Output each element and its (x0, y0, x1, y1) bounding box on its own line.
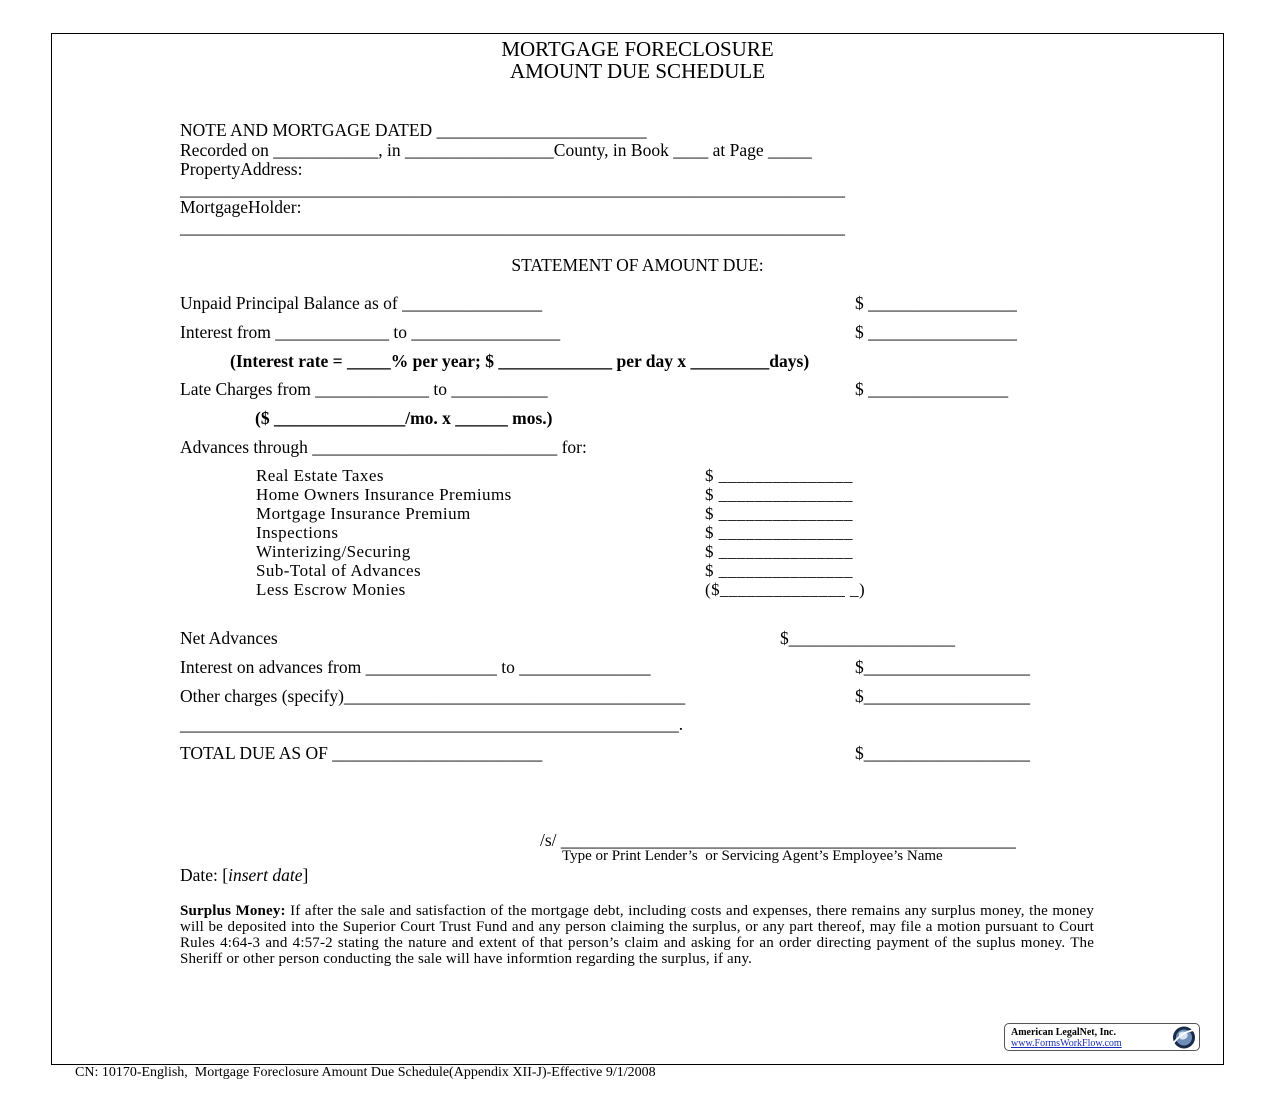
statement-heading: STATEMENT OF AMOUNT DUE: (511, 255, 764, 275)
mortgage-holder-line[interactable]: ____________________________________________________________________________ (180, 217, 845, 237)
property-address-label: PropertyAddress: (180, 159, 303, 179)
unpaid-principal-field[interactable]: Unpaid Principal Balance as of ________________ (180, 293, 543, 313)
advance-amount[interactable]: $ _______________ (705, 542, 853, 561)
advance-label: Real Estate Taxes (256, 466, 384, 485)
late-charges-calc[interactable]: ($ _______________/mo. x ______ mos.) (255, 408, 553, 428)
advance-label: Less Escrow Monies (256, 580, 406, 599)
interest-field[interactable]: Interest from _____________ to _________________ (180, 322, 561, 342)
net-advances-label: Net Advances (180, 628, 278, 648)
interest-rate-field[interactable]: (Interest rate = _____% per year; $ _____________ per day x _________days) (230, 351, 810, 371)
advance-label: Inspections (256, 523, 339, 542)
mortgage-holder-label: MortgageHolder: (180, 197, 302, 217)
advances-through-field[interactable]: Advances through ____________________________ for: (180, 437, 587, 457)
advance-amount[interactable]: $ _______________ (705, 523, 853, 542)
advance-label: Home Owners Insurance Premiums (256, 485, 512, 504)
globe-icon (1170, 1025, 1196, 1050)
date-placeholder: insert date (228, 865, 303, 885)
logo-company: American LegalNet, Inc. (1011, 1027, 1116, 1038)
signature-line[interactable]: /s/ ____________________________________________________ (540, 830, 1016, 850)
date-label: Date: [ (180, 865, 229, 885)
american-legalnet-logo[interactable] (1004, 1023, 1200, 1051)
total-due-amount[interactable]: $___________________ (855, 743, 1030, 763)
net-advances-amount[interactable]: $___________________ (780, 628, 955, 648)
escrow-amount[interactable]: ($______________ _) (705, 580, 866, 599)
surplus-money-notice (180, 903, 1094, 967)
advance-amount[interactable]: $ _______________ (705, 485, 853, 504)
other-charges-field[interactable]: Other charges (specify)_______________________________________ (180, 686, 686, 706)
advance-amount[interactable]: $ _______________ (705, 561, 853, 580)
unpaid-principal-amount[interactable]: $ _________________ (855, 293, 1017, 313)
interest-on-advances-amount[interactable]: $___________________ (855, 657, 1030, 677)
form-title-line2: AMOUNT DUE SCHEDULE (509, 59, 766, 83)
surplus-label: Surplus Money: (180, 903, 286, 919)
logo-url-link[interactable]: www.FormsWorkFlow.com (1011, 1038, 1122, 1049)
late-charges-field[interactable]: Late Charges from _____________ to ___________ (180, 379, 548, 399)
note-dated-field[interactable]: NOTE AND MORTGAGE DATED ________________________ (180, 120, 647, 140)
advance-amount[interactable]: $ _______________ (705, 466, 853, 485)
signature-caption: Type or Print Lender’s or Servicing Agent’s Employee’s Name (562, 848, 943, 864)
other-charges-amount[interactable]: $___________________ (855, 686, 1030, 706)
surplus-text: If after the sale and satisfaction of the mortgage debt, including costs and expenses, there remains any surplus money, the money will be deposited into the Superior Court Trust Fund and any person claiming the surplus, or any part thereof, may file a motion pursuant to Court Rules 4:64-3 and 4:57-2 stating the nature and extent of that person’s claim and asking for an order directing payment of the suplus money. The Sheriff or other person conducting the sale will have informtion regarding the surplus, if any. (180, 903, 1094, 967)
advance-label: Sub-Total of Advances (256, 561, 422, 580)
advance-amount[interactable]: $ _______________ (705, 504, 853, 523)
form-footer: CN: 10170-English, Mortgage Foreclosure Amount Due Schedule(Appendix XII-J)-Effective 9/1/2008 (75, 1065, 656, 1080)
form-title-line1: MORTGAGE FORECLOSURE (501, 37, 774, 61)
interest-amount[interactable]: $ _________________ (855, 322, 1017, 342)
advance-label: Winterizing/Securing (256, 542, 411, 561)
interest-on-advances-field[interactable]: Interest on advances from _______________ to _______________ (180, 657, 651, 677)
property-address-line[interactable]: ____________________________________________________________________________ (180, 179, 845, 199)
advance-label: Mortgage Insurance Premium (256, 504, 471, 523)
date-field[interactable] (180, 865, 308, 885)
total-due-field[interactable]: TOTAL DUE AS OF ________________________ (180, 743, 543, 763)
recorded-field[interactable]: Recorded on ____________, in _________________County, in Book ____ at Page _____ (180, 140, 812, 160)
late-charges-amount[interactable]: $ ________________ (855, 379, 1009, 399)
date-bracket: ] (302, 865, 309, 885)
other-charges-line[interactable]: _________________________________________________________. (180, 714, 684, 734)
